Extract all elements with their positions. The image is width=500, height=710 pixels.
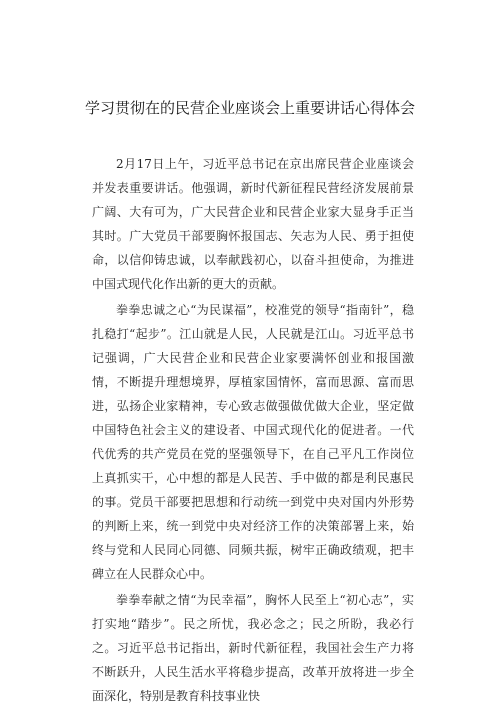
paragraph-3: 拳拳奉献之情“为民幸福”，胸怀人民至上“初心志”，实打实地“踏步”。民之所忧，我必念之；民之所盼，我必行之。习近平总书记指出，新时代新征程，我国社会生产力将不断跃升，人民生活水平将稳步提高，改革开放将进一步全面深化，特别是教育科技事业快 [92, 593, 414, 703]
document-title: 学习贯彻在的民营企业座谈会上重要讲话心得体会 [84, 99, 415, 117]
paragraph-2: 拳拳忠诚之心“为民谋福”，校准党的领导“指南针”，稳扎稳打“起步”。江山就是人民，人民就是江山。习近平总书记强调，广大民营企业和民营企业家要满怀创业和报国激情，不断提升理想境界，厚植家国情怀，富而思源、富而思进，弘扬企业家精神，专心致志做强做优做大企业，坚定做中国特色社会主义的建设者、中国式现代化的促进者。一代代优秀的共产党员在党的坚强领导下，在自己平凡工作岗位上真抓实干，心中想的都是人民苦、手中做的都是利民惠民的事。党员干部要把思想和行动统一到党中央对国内外形势的判断上来，统一到党中央对经济工作的决策部署上来，始终与党和人民同心同德、同频共振，树牢正确政绩观，把丰碑立在人民群众心中。 [92, 303, 414, 581]
document-body [92, 152, 414, 710]
paragraph-1: 2月17日上午，习近平总书记在京出席民营企业座谈会并发表重要讲话。他强调，新时代新征程民营经济发展前景广阔、大有可为，广大民营企业和民营企业家大显身手正当其时。广大党员干部要胸怀报国志、矢志为人民、勇于担使命，以信仰铸忠诚，以奉献践初心，以奋斗担使命，为推进中国式现代化作出新的更大的贡献。 [92, 157, 414, 291]
